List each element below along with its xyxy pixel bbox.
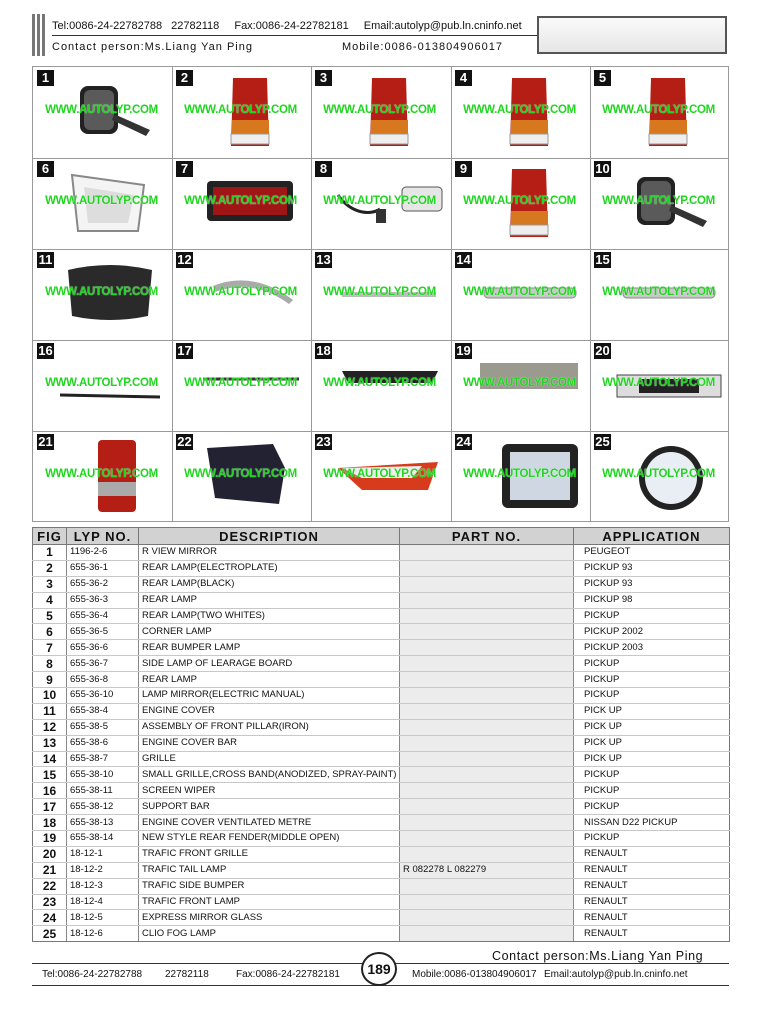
table-row	[33, 767, 730, 783]
cell-lyp: 655-36-10	[67, 688, 139, 704]
product-number: 20	[595, 343, 610, 358]
product-number: 8	[315, 161, 332, 177]
page-number: 189	[361, 952, 397, 986]
watermark: WWW.AUTOLYP.COM	[463, 377, 576, 389]
cell-app: RENAULT	[574, 846, 730, 862]
cell-desc: REAR LAMP	[139, 592, 400, 608]
cell-lyp: 655-38-5	[67, 719, 139, 735]
header-contact-line	[52, 17, 552, 36]
cell-desc: TRAFIC TAIL LAMP	[139, 862, 400, 878]
cell-lyp: 18-12-4	[67, 894, 139, 910]
cell-app: PICKUP	[574, 799, 730, 815]
cell-lyp: 655-38-10	[67, 767, 139, 783]
table-header-row	[33, 528, 730, 545]
page-header	[32, 14, 729, 56]
footer-contact-person: Contact person:Ms.Liang Yan Ping	[492, 949, 704, 963]
col-desc-header: DESCRIPTION	[139, 528, 400, 545]
cell-part	[400, 783, 574, 799]
product-number: 12	[177, 252, 192, 267]
product-cell	[310, 248, 449, 339]
cell-app: PICKUP 93	[574, 560, 730, 576]
cell-app: PICK UP	[574, 703, 730, 719]
header-email: Email:autolyp@pub.ln.cninfo.net	[363, 20, 522, 32]
watermark: WWW.AUTOLYP.COM	[184, 377, 297, 389]
cell-lyp: 655-38-13	[67, 815, 139, 831]
watermark: WWW.AUTOLYP.COM	[323, 104, 436, 116]
product-cell	[589, 339, 728, 430]
cell-lyp: 18-12-3	[67, 878, 139, 894]
cell-fig: 18	[33, 815, 67, 831]
cell-desc: R VIEW MIRROR	[139, 545, 400, 561]
cell-part	[400, 640, 574, 656]
table-row	[33, 640, 730, 656]
cell-app: PICKUP	[574, 688, 730, 704]
table-row	[33, 815, 730, 831]
cell-desc: REAR LAMP	[139, 672, 400, 688]
watermark: WWW.AUTOLYP.COM	[323, 377, 436, 389]
watermark: WWW.AUTOLYP.COM	[184, 195, 297, 207]
cell-lyp: 655-36-8	[67, 672, 139, 688]
header-person-line	[52, 39, 552, 55]
cell-desc: REAR LAMP(BLACK)	[139, 576, 400, 592]
table-row	[33, 656, 730, 672]
cell-app: PICKUP	[574, 656, 730, 672]
table-row	[33, 592, 730, 608]
cell-app: PICKUP 2002	[574, 624, 730, 640]
product-number: 14	[456, 252, 471, 267]
cell-desc: ENGINE COVER VENTILATED METRE	[139, 815, 400, 831]
cell-lyp: 18-12-1	[67, 846, 139, 862]
cell-fig: 16	[33, 783, 67, 799]
col-app-header: APPLICATION	[574, 528, 730, 545]
parts-table	[32, 527, 730, 942]
table-row	[33, 735, 730, 751]
table-row	[33, 878, 730, 894]
cell-part	[400, 592, 574, 608]
product-number: 10	[595, 161, 610, 176]
cell-desc: CLIO FOG LAMP	[139, 926, 400, 942]
product-cell	[171, 248, 310, 339]
watermark: WWW.AUTOLYP.COM	[184, 104, 297, 116]
product-number: 1	[37, 70, 54, 86]
cell-fig: 23	[33, 894, 67, 910]
table-row	[33, 910, 730, 926]
table-row	[33, 846, 730, 862]
cell-desc: LAMP MIRROR(ELECTRIC MANUAL)	[139, 688, 400, 704]
product-cell	[450, 157, 589, 248]
cell-part: R 082278 L 082279	[400, 862, 574, 878]
cell-lyp: 655-38-6	[67, 735, 139, 751]
col-lyp-header: LYP NO.	[67, 528, 139, 545]
table-row	[33, 783, 730, 799]
cell-lyp: 1196-2-6	[67, 545, 139, 561]
cell-app: PICKUP 93	[574, 576, 730, 592]
watermark: WWW.AUTOLYP.COM	[602, 104, 715, 116]
product-number: 17	[177, 343, 192, 358]
header-contact-person: Contact person:Ms.Liang Yan Ping	[52, 41, 253, 53]
product-number: 11	[38, 252, 53, 267]
footer-email: Email:autolyp@pub.ln.cninfo.net	[544, 969, 688, 980]
product-cell	[589, 430, 728, 521]
product-cell	[450, 339, 589, 430]
cell-fig: 12	[33, 719, 67, 735]
table-row	[33, 894, 730, 910]
cell-part	[400, 831, 574, 847]
cell-part	[400, 560, 574, 576]
cell-fig: 5	[33, 608, 67, 624]
cell-desc: SCREEN WIPER	[139, 783, 400, 799]
footer-fax: Fax:0086-24-22782181	[236, 969, 340, 980]
cell-app: RENAULT	[574, 894, 730, 910]
product-number: 5	[594, 70, 611, 86]
product-number: 24	[456, 434, 471, 449]
footer-tel: Tel:0086-24-22782788	[42, 969, 143, 980]
watermark: WWW.AUTOLYP.COM	[463, 468, 576, 480]
cell-desc: SUPPORT BAR	[139, 799, 400, 815]
product-number: 2	[176, 70, 193, 86]
header-mobile: Mobile:0086-013804906017	[342, 41, 504, 53]
header-tel-extra: 22782118	[171, 20, 220, 32]
product-cell	[171, 339, 310, 430]
cell-desc: SMALL GRILLE,CROSS BAND(ANODIZED, SPRAY-PAINT)	[139, 767, 400, 783]
cell-lyp: 18-12-2	[67, 862, 139, 878]
header-fax: Fax:0086-24-22782181	[234, 20, 349, 32]
watermark: WWW.AUTOLYP.COM	[323, 286, 436, 298]
table-row	[33, 862, 730, 878]
cell-lyp: 655-38-14	[67, 831, 139, 847]
cell-lyp: 655-36-2	[67, 576, 139, 592]
table-row	[33, 799, 730, 815]
cell-part	[400, 672, 574, 688]
product-cell	[589, 248, 728, 339]
cell-part	[400, 799, 574, 815]
watermark: WWW.AUTOLYP.COM	[184, 286, 297, 298]
cell-fig: 9	[33, 672, 67, 688]
cell-fig: 6	[33, 624, 67, 640]
cell-lyp: 655-36-3	[67, 592, 139, 608]
cell-lyp: 18-12-5	[67, 910, 139, 926]
cell-desc: NEW STYLE REAR FENDER(MIDDLE OPEN)	[139, 831, 400, 847]
table-row	[33, 719, 730, 735]
cell-part	[400, 910, 574, 926]
cell-lyp: 655-36-6	[67, 640, 139, 656]
watermark: WWW.AUTOLYP.COM	[184, 468, 297, 480]
cell-part	[400, 751, 574, 767]
cell-desc: SIDE LAMP OF LEARAGE BOARD	[139, 656, 400, 672]
footer-mobile: Mobile:0086-013804906017	[412, 969, 537, 980]
footer-tel-extra: 22782118	[165, 969, 209, 980]
cell-fig: 21	[33, 862, 67, 878]
table-row	[33, 624, 730, 640]
cell-fig: 11	[33, 703, 67, 719]
product-cell	[32, 157, 171, 248]
cell-fig: 2	[33, 560, 67, 576]
product-cell	[450, 66, 589, 157]
cell-lyp: 18-12-6	[67, 926, 139, 942]
watermark: WWW.AUTOLYP.COM	[45, 377, 158, 389]
cell-desc: ENGINE COVER	[139, 703, 400, 719]
cell-lyp: 655-36-5	[67, 624, 139, 640]
product-cell	[171, 157, 310, 248]
watermark: WWW.AUTOLYP.COM	[602, 377, 715, 389]
product-cell	[310, 430, 449, 521]
cell-lyp: 655-36-1	[67, 560, 139, 576]
table-row	[33, 926, 730, 942]
cell-part	[400, 815, 574, 831]
table-row	[33, 703, 730, 719]
cell-part	[400, 719, 574, 735]
cell-part	[400, 703, 574, 719]
table-row	[33, 672, 730, 688]
cell-part	[400, 624, 574, 640]
table-row	[33, 608, 730, 624]
header-decoration-bars	[32, 14, 46, 56]
product-cell	[32, 339, 171, 430]
cell-app: PEUGEOT	[574, 545, 730, 561]
cell-fig: 19	[33, 831, 67, 847]
cell-fig: 14	[33, 751, 67, 767]
cell-app: PICKUP 2003	[574, 640, 730, 656]
product-number: 18	[316, 343, 331, 358]
product-cell	[310, 339, 449, 430]
cell-part	[400, 656, 574, 672]
product-number: 25	[595, 434, 610, 449]
cell-desc: ASSEMBLY OF FRONT PILLAR(IRON)	[139, 719, 400, 735]
watermark: WWW.AUTOLYP.COM	[463, 104, 576, 116]
product-number: 15	[595, 252, 610, 267]
watermark: WWW.AUTOLYP.COM	[602, 195, 715, 207]
table-row	[33, 831, 730, 847]
product-number: 21	[38, 434, 53, 449]
product-number: 22	[177, 434, 192, 449]
cell-fig: 20	[33, 846, 67, 862]
product-cell	[450, 248, 589, 339]
cell-desc: TRAFIC SIDE BUMPER	[139, 878, 400, 894]
cell-app: PICKUP 98	[574, 592, 730, 608]
product-number: 13	[316, 252, 331, 267]
watermark: WWW.AUTOLYP.COM	[602, 468, 715, 480]
table-row	[33, 545, 730, 561]
product-cell	[171, 430, 310, 521]
watermark: WWW.AUTOLYP.COM	[463, 286, 576, 298]
product-cell	[310, 66, 449, 157]
col-fig-header: FIG	[33, 528, 67, 545]
cell-fig: 1	[33, 545, 67, 561]
watermark: WWW.AUTOLYP.COM	[323, 468, 436, 480]
cell-app: RENAULT	[574, 910, 730, 926]
product-number: 23	[316, 434, 331, 449]
cell-app: NISSAN D22 PICKUP	[574, 815, 730, 831]
col-part-header: PART NO.	[400, 528, 574, 545]
cell-fig: 17	[33, 799, 67, 815]
cell-desc: TRAFIC FRONT LAMP	[139, 894, 400, 910]
cell-app: RENAULT	[574, 926, 730, 942]
cell-desc: REAR LAMP(TWO WHITES)	[139, 608, 400, 624]
product-number: 9	[455, 161, 472, 177]
cell-app: PICKUP	[574, 831, 730, 847]
product-cell	[32, 248, 171, 339]
product-cell	[171, 66, 310, 157]
cell-app: RENAULT	[574, 878, 730, 894]
cell-fig: 13	[33, 735, 67, 751]
cell-fig: 10	[33, 688, 67, 704]
cell-part	[400, 545, 574, 561]
cell-desc: CORNER LAMP	[139, 624, 400, 640]
product-number: 6	[37, 161, 54, 177]
table-row	[33, 751, 730, 767]
cell-app: RENAULT	[574, 862, 730, 878]
cell-part	[400, 688, 574, 704]
cell-desc: GRILLE	[139, 751, 400, 767]
table-row	[33, 576, 730, 592]
cell-part	[400, 735, 574, 751]
cell-app: PICK UP	[574, 735, 730, 751]
cell-fig: 25	[33, 926, 67, 942]
watermark: WWW.AUTOLYP.COM	[602, 286, 715, 298]
cell-app: PICKUP	[574, 767, 730, 783]
cell-desc: REAR LAMP(ELECTROPLATE)	[139, 560, 400, 576]
cell-lyp: 655-36-7	[67, 656, 139, 672]
watermark: WWW.AUTOLYP.COM	[323, 195, 436, 207]
cell-part	[400, 894, 574, 910]
cell-app: PICKUP	[574, 608, 730, 624]
product-cell	[32, 430, 171, 521]
cell-part	[400, 576, 574, 592]
cell-fig: 7	[33, 640, 67, 656]
cell-lyp: 655-36-4	[67, 608, 139, 624]
cell-desc: ENGINE COVER BAR	[139, 735, 400, 751]
cell-fig: 3	[33, 576, 67, 592]
cell-fig: 22	[33, 878, 67, 894]
cell-part	[400, 846, 574, 862]
watermark: WWW.AUTOLYP.COM	[45, 195, 158, 207]
cell-fig: 4	[33, 592, 67, 608]
cell-desc: TRAFIC FRONT GRILLE	[139, 846, 400, 862]
watermark: WWW.AUTOLYP.COM	[463, 195, 576, 207]
cell-lyp: 655-38-7	[67, 751, 139, 767]
cell-app: PICK UP	[574, 719, 730, 735]
cell-app: PICKUP	[574, 783, 730, 799]
header-logo-box	[537, 16, 727, 54]
product-number: 19	[456, 343, 471, 358]
cell-fig: 8	[33, 656, 67, 672]
watermark: WWW.AUTOLYP.COM	[45, 468, 158, 480]
cell-part	[400, 608, 574, 624]
cell-app: PICKUP	[574, 672, 730, 688]
cell-app: PICK UP	[574, 751, 730, 767]
table-row	[33, 688, 730, 704]
product-cell	[589, 66, 728, 157]
header-tel: Tel:0086-24-22782788	[52, 20, 163, 32]
cell-part	[400, 878, 574, 894]
product-cell	[310, 157, 449, 248]
cell-fig: 24	[33, 910, 67, 926]
watermark: WWW.AUTOLYP.COM	[45, 104, 158, 116]
cell-lyp: 655-38-12	[67, 799, 139, 815]
cell-part	[400, 926, 574, 942]
table-row	[33, 560, 730, 576]
product-number: 16	[38, 343, 53, 358]
product-cell	[450, 430, 589, 521]
cell-desc: EXPRESS MIRROR GLASS	[139, 910, 400, 926]
product-number: 4	[455, 70, 472, 86]
watermark: WWW.AUTOLYP.COM	[45, 286, 158, 298]
cell-lyp: 655-38-11	[67, 783, 139, 799]
cell-part	[400, 767, 574, 783]
product-cell	[589, 157, 728, 248]
cell-fig: 15	[33, 767, 67, 783]
product-cell	[32, 66, 171, 157]
cell-desc: REAR BUMPER LAMP	[139, 640, 400, 656]
product-number: 3	[315, 70, 332, 86]
cell-lyp: 655-38-4	[67, 703, 139, 719]
product-number: 7	[176, 161, 193, 177]
